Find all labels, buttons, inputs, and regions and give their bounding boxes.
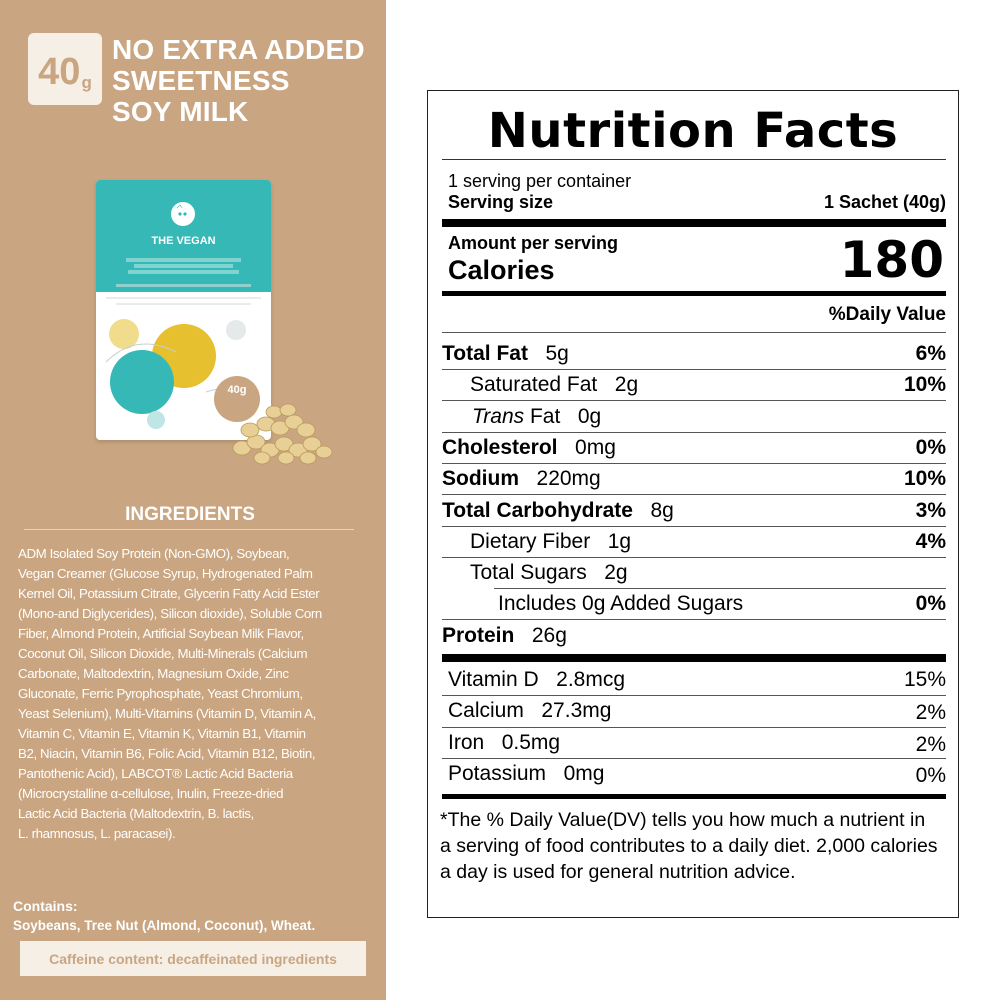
nutrition-facts-panel (427, 90, 959, 918)
row-divider (442, 557, 946, 558)
nutrient-amount: 27.3mg (541, 699, 612, 722)
ingredients-line: Yeast Selenium), Multi-Vitamins (Vitamin D, Vitamin A, (18, 706, 316, 721)
sachet-brand: THE VEGAN (151, 235, 216, 247)
row-divider (442, 695, 946, 696)
ingredients-line: Lactic Acid Bacteria (Maltodextrin, B. lactis, (18, 806, 254, 821)
nutrient-amount: 220mg (536, 467, 601, 490)
daily-value-header: %Daily Value (828, 304, 946, 325)
nutrient-amount: 26g (531, 624, 567, 647)
product-title (112, 34, 382, 127)
serving-size-value: 1 Sachet (40g) (823, 192, 946, 212)
row-divider (442, 758, 946, 759)
caffeine-text: Caffeine content: decaffeinated ingredients (49, 950, 337, 967)
ingredients-list (18, 544, 376, 844)
sachet-tagline (116, 256, 251, 276)
nutrient-label: Iron (448, 731, 485, 754)
sachet-weight-badge: 40g (214, 376, 260, 422)
servings-per-container: 1 serving per container (448, 171, 632, 191)
row-divider (442, 432, 946, 433)
title-rule (442, 159, 946, 160)
nutrient-label: Calcium (448, 699, 524, 722)
ingredients-line: Gluconate, Ferric Pyrophosphate, Yeast Chromium, (18, 686, 303, 701)
ingredients-line: L. rhamnosus, L. paracasei). (18, 826, 176, 841)
serving-size-label: Serving size (448, 192, 554, 212)
row-divider (442, 332, 946, 333)
nutrient-row-total-sugars (470, 561, 628, 585)
calories-label: Calories (448, 255, 555, 285)
weight-badge (28, 33, 102, 105)
nutrient-amount: 1g (607, 530, 632, 553)
nutrient-label: Sodium (442, 467, 519, 490)
nutrient-amount: 2g (614, 373, 639, 396)
vitamin-row-vitamin-d (448, 668, 625, 692)
nutrient-amount: 2g (604, 561, 628, 584)
nutrient-row-saturated-fat (470, 373, 638, 397)
sachet-divider (116, 284, 251, 287)
thick-rule (442, 654, 946, 662)
brand-logo-icon (171, 202, 195, 226)
product-title-line: SOY MILK (112, 96, 249, 127)
ingredients-line: (Microcrystalline α-cellulose, Inulin, Freeze-dried (18, 786, 284, 801)
nutrient-label: Saturated Fat (470, 373, 598, 396)
nutrient-dv: 15% (903, 668, 946, 691)
nutrient-amount: 8g (650, 499, 674, 522)
ingredients-line: (Mono-and Diglycerides), Silicon dioxide), Soluble Corn (18, 606, 322, 621)
vitamin-row-iron (448, 731, 560, 755)
nutrient-row-dietary-fiber (470, 530, 631, 554)
nutrient-dv: 0% (915, 592, 946, 615)
nutrition-facts-title: Nutrition Facts (487, 103, 899, 159)
nutrient-label: Total Carbohydrate (442, 499, 633, 522)
nutrient-dv: 10% (903, 467, 946, 490)
nutrient-label: Total Sugars (470, 561, 587, 584)
product-panel (0, 0, 386, 1000)
nutrient-label: Fat (529, 405, 561, 428)
medium-rule (442, 794, 946, 799)
nutrient-dv: 10% (903, 373, 946, 396)
nutrient-row-protein (442, 624, 567, 648)
nutrient-label: Total Fat (442, 342, 528, 365)
product-title-line: NO EXTRA ADDED (112, 34, 365, 65)
row-divider (442, 526, 946, 527)
contains-label: Contains: (13, 898, 78, 914)
row-divider (442, 369, 946, 370)
amount-per-serving: Amount per serving (448, 233, 619, 253)
vitamin-row-calcium (448, 699, 611, 723)
nutrient-label: Dietary Fiber (470, 530, 591, 553)
weight-badge-number: 40 (38, 51, 81, 93)
nutrient-label-italic: Trans (472, 405, 525, 428)
nutrient-label: Protein (442, 624, 515, 647)
caffeine-note (20, 941, 366, 976)
weight-badge-unit: g (81, 73, 92, 92)
ingredients-line: Vegan Creamer (Glucose Syrup, Hydrogenated Palm (18, 566, 313, 581)
row-divider (442, 619, 946, 620)
nutrient-row-trans-fat (472, 405, 601, 429)
allergen-list: Soybeans, Tree Nut (Almond, Coconut), Wheat. (13, 918, 316, 933)
ingredients-line: B2, Niacin, Vitamin B6, Folic Acid, Vitamin B12, Biotin, (18, 746, 316, 761)
product-title-line: SWEETNESS (112, 65, 290, 96)
ingredients-line: ADM Isolated Soy Protein (Non-GMO), Soybean, (18, 546, 290, 561)
nutrient-row-added-sugars: Includes 0g Added Sugars (498, 592, 744, 615)
nutrient-dv: 6% (915, 342, 946, 365)
nutrient-amount: 0g (577, 405, 602, 428)
nutrient-amount: 2.8mcg (556, 668, 626, 691)
row-divider (442, 494, 946, 495)
ingredients-title: INGREDIENTS (125, 504, 255, 525)
nutrient-dv: 0% (915, 764, 946, 787)
nutrient-dv: 2% (915, 733, 946, 756)
nutrient-label: Vitamin D (448, 668, 539, 691)
nutrient-dv: 3% (915, 499, 946, 522)
ingredients-line: Vitamin C, Vitamin E, Vitamin K, Vitamin B1, Vitamin (18, 726, 306, 741)
ingredients-line: Carbonate, Maltodextrin, Magnesium Oxide, Zinc (18, 666, 289, 681)
ingredients-line: Pantothenic Acid), LABCOT® Lactic Acid Bacteria (18, 766, 293, 781)
row-divider (442, 727, 946, 728)
nutrient-row-total-carbohydrate (442, 499, 674, 523)
row-divider (442, 463, 946, 464)
nutrient-row-sodium (442, 467, 601, 491)
thick-rule (442, 219, 946, 227)
nutrient-label: Cholesterol (442, 436, 558, 459)
ingredients-line: Fiber, Almond Protein, Artificial Soybean Milk Flavor, (18, 626, 304, 641)
vitamin-row-potassium (448, 762, 604, 786)
nutrient-dv: 0% (915, 436, 946, 459)
daily-value-footnote: *The % Daily Value(DV) tells you how much a nutrient in a serving of food contributes to a daily diet. 2,000 calories a day is used for general nutrition advice. (440, 809, 938, 883)
ingredients-divider (24, 529, 354, 530)
nutrient-amount: 0mg (563, 762, 605, 785)
nutrient-row-total-fat (442, 342, 569, 366)
row-divider (442, 400, 946, 401)
nutrient-label: Potassium (448, 762, 547, 785)
medium-rule (442, 291, 946, 296)
nutrient-amount: 0.5mg (501, 731, 561, 754)
calories-value: 180 (839, 231, 944, 289)
nutrient-amount: 5g (545, 342, 569, 365)
row-divider (494, 588, 946, 589)
ingredients-line: Kernel Oil, Potassium Citrate, Glycerin Fatty Acid Ester (18, 586, 320, 601)
nutrient-dv: 4% (915, 530, 946, 553)
nutrient-row-cholesterol (442, 436, 616, 460)
ingredients-line: Coconut Oil, Silicon Dioxide, Multi-Minerals (Calcium (18, 646, 308, 661)
nutrient-dv: 2% (915, 701, 946, 724)
nutrient-amount: 0mg (575, 436, 616, 459)
soybeans-image (222, 398, 340, 466)
